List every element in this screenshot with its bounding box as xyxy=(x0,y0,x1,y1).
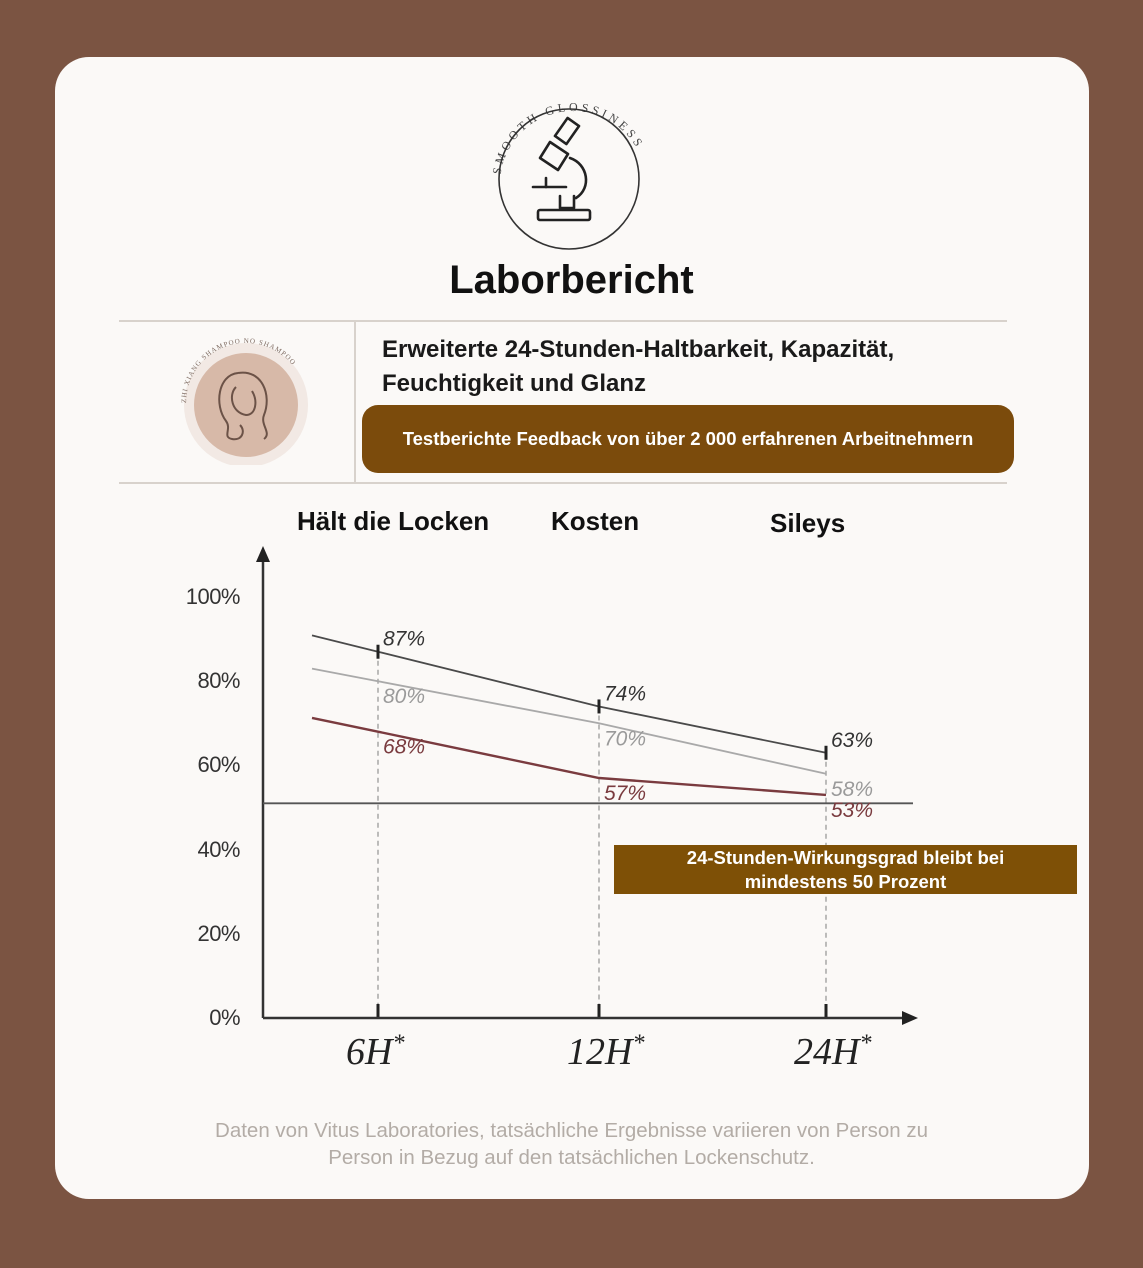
x-tick-label: 24H* xyxy=(794,1030,872,1073)
data-label: 53% xyxy=(831,798,874,822)
badge-arc-text: ZHI XIANG SHAMPOO NO SHAMPOO xyxy=(179,336,298,404)
column-heading-sileys: Sileys xyxy=(770,508,846,538)
y-tick-label: 100% xyxy=(185,584,240,609)
logo-arc-text: SMOOTH GLOSSINESS xyxy=(489,99,648,176)
feedback-pill: Testberichte Feedback von über 2 000 erfahrenen Arbeitnehmern xyxy=(362,405,1014,473)
data-label: 87% xyxy=(383,627,426,651)
data-label: 80% xyxy=(383,685,426,709)
data-label: 63% xyxy=(831,728,874,752)
y-tick-label: 20% xyxy=(197,920,240,946)
disclaimer-line-2: Person in Bezug auf den tatsächlichen Lockenschutz. xyxy=(328,1146,815,1169)
data-label: 58% xyxy=(831,777,874,801)
data-label: 74% xyxy=(604,682,647,706)
disclaimer xyxy=(130,1117,1013,1171)
y-tick-label: 40% xyxy=(197,836,240,862)
subtitle-line-2: Feuchtigkeit und Glanz xyxy=(382,370,647,397)
page-title: Laborbericht xyxy=(449,258,694,302)
y-axis-arrow-icon xyxy=(256,546,270,562)
subtitle-line-1: Erweiterte 24-Stunden-Haltbarkeit, Kapazität, xyxy=(382,336,895,363)
x-tick-label: 6H* xyxy=(346,1030,405,1073)
efficiency-note xyxy=(614,845,1077,894)
disclaimer-line-1: Daten von Vitus Laboratories, tatsächliche Ergebnisse variieren von Person zu xyxy=(215,1119,928,1142)
note-line-2: mindestens 50 Prozent xyxy=(744,870,947,892)
column-heading-locken: Hält die Locken xyxy=(297,506,490,536)
y-tick-label: 0% xyxy=(209,1005,240,1030)
x-axis-arrow-icon xyxy=(902,1011,918,1025)
column-heading-kosten: Kosten xyxy=(551,506,640,536)
x-tick-label: 12H* xyxy=(567,1030,645,1073)
note-line-1: 24-Stunden-Wirkungsgrad bleibt bei xyxy=(686,846,1005,868)
data-label: 70% xyxy=(604,727,647,751)
y-tick-label: 80% xyxy=(197,668,240,694)
data-label: 57% xyxy=(604,782,647,806)
data-label: 68% xyxy=(383,735,426,759)
y-tick-label: 60% xyxy=(197,752,240,778)
